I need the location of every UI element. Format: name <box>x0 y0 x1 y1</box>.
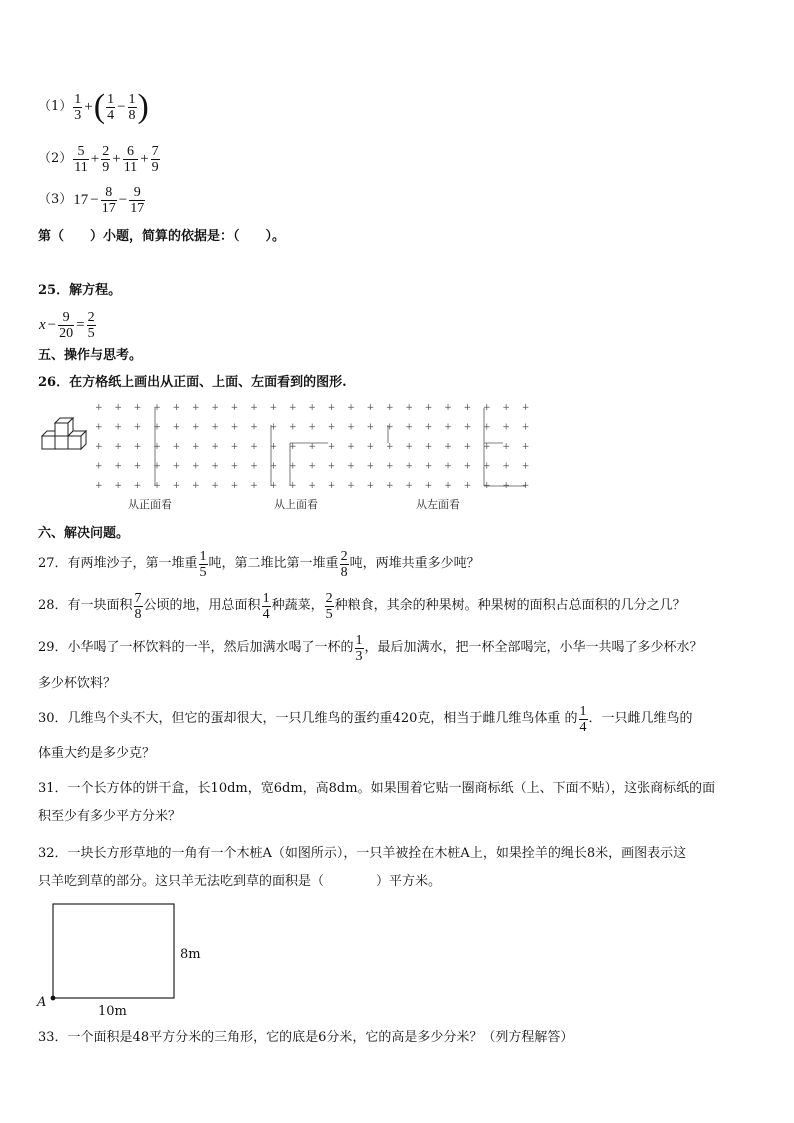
grid-dot: + <box>483 403 491 413</box>
q31-line1: 31．一个长方体的饼干盒，长10dm，宽6dm，高8dm。如果围着它贴一圈商标纸（上、下面不贴），这张商标纸的面 <box>38 781 716 796</box>
grid-dot: + <box>405 422 413 433</box>
q31-line2: 积至少有多少平方分米？ <box>38 809 182 824</box>
field-rectangle <box>53 904 174 998</box>
grid-dot: + <box>211 422 219 433</box>
grid-dot: + <box>366 422 375 433</box>
grid-dot: + <box>133 442 142 452</box>
grid-dot: + <box>153 442 161 452</box>
grid-dot: + <box>347 461 355 472</box>
grid-dot: + <box>211 481 219 491</box>
fraction: $\frac{2}{9}$ <box>102 143 110 175</box>
grid-dot: + <box>483 461 491 472</box>
grid-dot: + <box>133 461 142 472</box>
grid-dot: + <box>502 481 510 491</box>
grid-dot: + <box>405 461 413 472</box>
grid-dot: + <box>347 403 355 413</box>
grid-dot: + <box>386 481 394 491</box>
fraction: $\frac{9}{17}$ <box>130 184 145 216</box>
grid-dot: + <box>230 442 239 452</box>
grid-dot: + <box>114 403 122 413</box>
grid-dot: + <box>366 481 375 491</box>
fraction: $\frac{1}{3}$ <box>74 91 82 123</box>
grid-dot: + <box>463 422 472 433</box>
grid-dot: + <box>269 403 278 413</box>
grid-dot: + <box>230 422 239 433</box>
grid-dot: + <box>444 481 452 491</box>
grid-dot: + <box>521 481 530 491</box>
grid-dot: + <box>366 403 375 413</box>
grid-dot: + <box>424 481 433 491</box>
fraction: $\frac{7}{8}$ <box>134 590 142 622</box>
grid-dot: + <box>444 422 452 433</box>
grid-dot: + <box>172 422 181 433</box>
grid-dot: + <box>483 422 491 433</box>
grid-dot: + <box>463 461 472 472</box>
grid-dot: + <box>114 481 122 491</box>
stake-point <box>51 996 56 1001</box>
grid-dot: + <box>347 442 355 452</box>
grid-dot: + <box>172 442 181 452</box>
grid-dot: + <box>250 461 258 472</box>
grid-dot: + <box>405 481 413 491</box>
grid-dot: + <box>308 461 316 472</box>
grid-dot: + <box>172 481 181 491</box>
grid-dot: + <box>95 481 103 491</box>
grid-dot: + <box>172 461 181 472</box>
grid-dot: + <box>327 461 336 472</box>
grid-dot: + <box>250 442 258 452</box>
grid-dot: + <box>463 442 472 452</box>
grid-dot: + <box>327 481 336 491</box>
grid-dot: + <box>289 422 297 433</box>
grid-dot: + <box>153 403 161 413</box>
grid-dot: + <box>133 422 142 433</box>
cube-stack-figure <box>42 418 86 449</box>
grid-dot: + <box>366 442 375 452</box>
grid-dot: + <box>211 461 219 472</box>
grid-dot: + <box>502 403 510 413</box>
grid-dot: + <box>444 442 452 452</box>
grid-dot: + <box>230 403 239 413</box>
grid-dot: + <box>114 442 122 452</box>
grid-dot: + <box>211 442 219 452</box>
grid-dot: + <box>153 461 161 472</box>
q27: 27．有两堆沙子，第一堆重 $\frac{1}{5}$ 吨，第二堆比第一堆重 $\frac{2}{8}$ 吨，两堆共重多少吨？ <box>38 548 480 580</box>
grid-dot: + <box>269 461 278 472</box>
grid-dot: + <box>289 403 297 413</box>
grid-dot: + <box>521 461 530 472</box>
width-label: 10m <box>98 1004 127 1019</box>
grid-dot: + <box>269 422 278 433</box>
grid-dot: + <box>153 422 161 433</box>
fraction: $\frac{2}{5}$ <box>87 309 95 341</box>
grid-dot: + <box>444 403 452 413</box>
grid-dot: + <box>192 442 200 452</box>
grid-dot: + <box>327 422 336 433</box>
grid-dot: + <box>114 422 122 433</box>
fraction: $\frac{8}{17}$ <box>101 184 116 216</box>
q24-item3: （3） 17 − $\frac{8}{17}$ − $\frac{9}{17}$ <box>38 184 145 216</box>
grid-dot: + <box>230 461 239 472</box>
view-label-left: 从左面看 <box>416 498 460 511</box>
grid-dot: + <box>386 461 394 472</box>
grid-dot: + <box>424 442 433 452</box>
grid-dot: + <box>133 403 142 413</box>
q25-equation: x − $\frac{9}{20}$ = $\frac{2}{5}$ <box>39 309 95 341</box>
grid-dot: + <box>133 481 142 491</box>
grid-dot: + <box>192 422 200 433</box>
grid-dot: + <box>347 422 355 433</box>
q30-line2: 体重大约是多少克？ <box>38 746 156 761</box>
q24-item1: （1） $\frac{1}{3}$ + ( $\frac{1}{4}$ − $\frac{1}{8}$ ) <box>38 88 149 125</box>
q33-line1: 33．一个面积是48平方分米的三角形，它的底是6分米，它的高是多少分米？（列方程解答） <box>38 1030 574 1045</box>
grid-dot: + <box>386 422 394 433</box>
fraction: $\frac{1}{4}$ <box>107 91 115 123</box>
dot-grid <box>95 403 529 491</box>
grid-dot: + <box>308 481 316 491</box>
grid-dot: + <box>347 481 355 491</box>
grid-dot: + <box>230 481 239 491</box>
grid-dot: + <box>386 442 394 452</box>
grid-dot: + <box>502 422 510 433</box>
grid-dot: + <box>424 403 433 413</box>
q24-fill-line: 第（ ）小题，简算的依据是：（ ）。 <box>38 229 286 244</box>
fraction: $\frac{7}{9}$ <box>151 143 159 175</box>
grid-dot: + <box>192 403 200 413</box>
grid-dot: + <box>463 481 472 491</box>
fraction: $\frac{6}{11}$ <box>123 143 138 175</box>
item-number: （3） <box>38 192 73 207</box>
grid-dot: + <box>250 403 258 413</box>
section-five-heading: 五、操作与思考。 <box>38 348 143 363</box>
grid-dot: + <box>192 461 200 472</box>
view-label-front: 从正面看 <box>128 498 172 511</box>
grid-dot: + <box>327 403 336 413</box>
grid-dot: + <box>521 442 530 452</box>
grid-dot: + <box>405 403 413 413</box>
grid-dot: + <box>502 461 510 472</box>
grid-dot: + <box>95 442 103 452</box>
grid-dot: + <box>327 442 336 452</box>
grid-dot: + <box>483 442 491 452</box>
fraction: $\frac{1}{4}$ <box>579 703 587 735</box>
grid-dot: + <box>95 422 103 433</box>
item-number: （2） <box>38 151 73 166</box>
q29-line2: 多少杯饮料？ <box>38 676 117 691</box>
grid-dot: + <box>308 442 316 452</box>
grid-dot: + <box>114 461 122 472</box>
fraction: $\frac{1}{3}$ <box>355 632 363 664</box>
grid-dot: + <box>211 403 219 413</box>
q24-item2: （2） $\frac{5}{11}$ + $\frac{2}{9}$ + $\frac{6}{11}$ + $\frac{7}{9}$ <box>38 143 159 175</box>
grid-dot: + <box>424 461 433 472</box>
grid-dot: + <box>308 403 316 413</box>
item-number: （1） <box>38 99 73 114</box>
q32-field-diagram <box>34 898 214 1020</box>
grid-dot: + <box>386 403 394 413</box>
q25-title: 25．解方程。 <box>38 283 122 298</box>
grid-dot: + <box>250 422 258 433</box>
q28: 28．有一块面积 $\frac{7}{8}$ 公顷的地，用总面积 $\frac{1}{4}$ 种蔬菜， $\frac{2}{5}$ 种粮食，其余的种果树。种果树的面积占总面积的几分之几？ <box>38 590 686 622</box>
fraction: $\frac{2}{5}$ <box>325 590 333 622</box>
grid-dot: + <box>192 481 200 491</box>
grid-dot: + <box>289 442 297 452</box>
grid-dot: + <box>269 442 278 452</box>
fraction: $\frac{9}{20}$ <box>59 309 74 341</box>
grid-dot: + <box>366 461 375 472</box>
grid-dot: + <box>483 481 491 491</box>
q32-line2: 只羊吃到草的部分。这只羊无法吃到草的面积是（ ）平方米。 <box>38 874 442 889</box>
grid-dot: + <box>250 481 258 491</box>
q26-figure <box>38 398 538 516</box>
grid-dot: + <box>502 442 510 452</box>
stake-label: A <box>37 995 47 1010</box>
q30-line1: 30．几维鸟个头不大，但它的蛋却很大，一只几维鸟的蛋约重420克，相当于雌几维鸟体重 的 $\frac{1}{4}$ ．一只雌几维鸟的 <box>38 703 693 735</box>
grid-dot: + <box>153 481 161 491</box>
grid-dot: + <box>463 403 472 413</box>
grid-dot: + <box>172 403 181 413</box>
grid-dot: + <box>405 442 413 452</box>
view-label-top: 从上面看 <box>274 498 318 511</box>
q29-line1: 29．小华喝了一杯饮料的一半，然后加满水喝了一杯的 $\frac{1}{3}$ ，最后加满水，把一杯全部喝完，小华一共喝了多少杯水？ <box>38 632 703 664</box>
grid-dot: + <box>289 481 297 491</box>
fraction: $\frac{1}{5}$ <box>199 548 207 580</box>
fraction: $\frac{5}{11}$ <box>74 143 88 175</box>
grid-dot: + <box>424 422 433 433</box>
grid-dot: + <box>521 422 530 433</box>
q32-line1: 32．一块长方形草地的一角有一个木桩A（如图所示），一只羊被拴在木桩A上，如果拴羊的绳长8米，画图表示这 <box>38 846 687 861</box>
grid-dot: + <box>521 403 530 413</box>
grid-dot: + <box>289 461 297 472</box>
grid-dot: + <box>95 403 103 413</box>
fraction: $\frac{1}{4}$ <box>262 590 270 622</box>
grid-dot: + <box>95 461 103 472</box>
grid-dot: + <box>269 481 278 491</box>
fraction: $\frac{2}{8}$ <box>340 548 348 580</box>
grid-dot: + <box>308 422 316 433</box>
section-six-heading: 六、解决问题。 <box>38 526 130 541</box>
grid-dot: + <box>444 461 452 472</box>
q26-title: 26．在方格纸上画出从正面、上面、左面看到的图形. <box>38 375 347 390</box>
height-label: 8m <box>180 947 201 962</box>
fraction: $\frac{1}{8}$ <box>128 91 136 123</box>
